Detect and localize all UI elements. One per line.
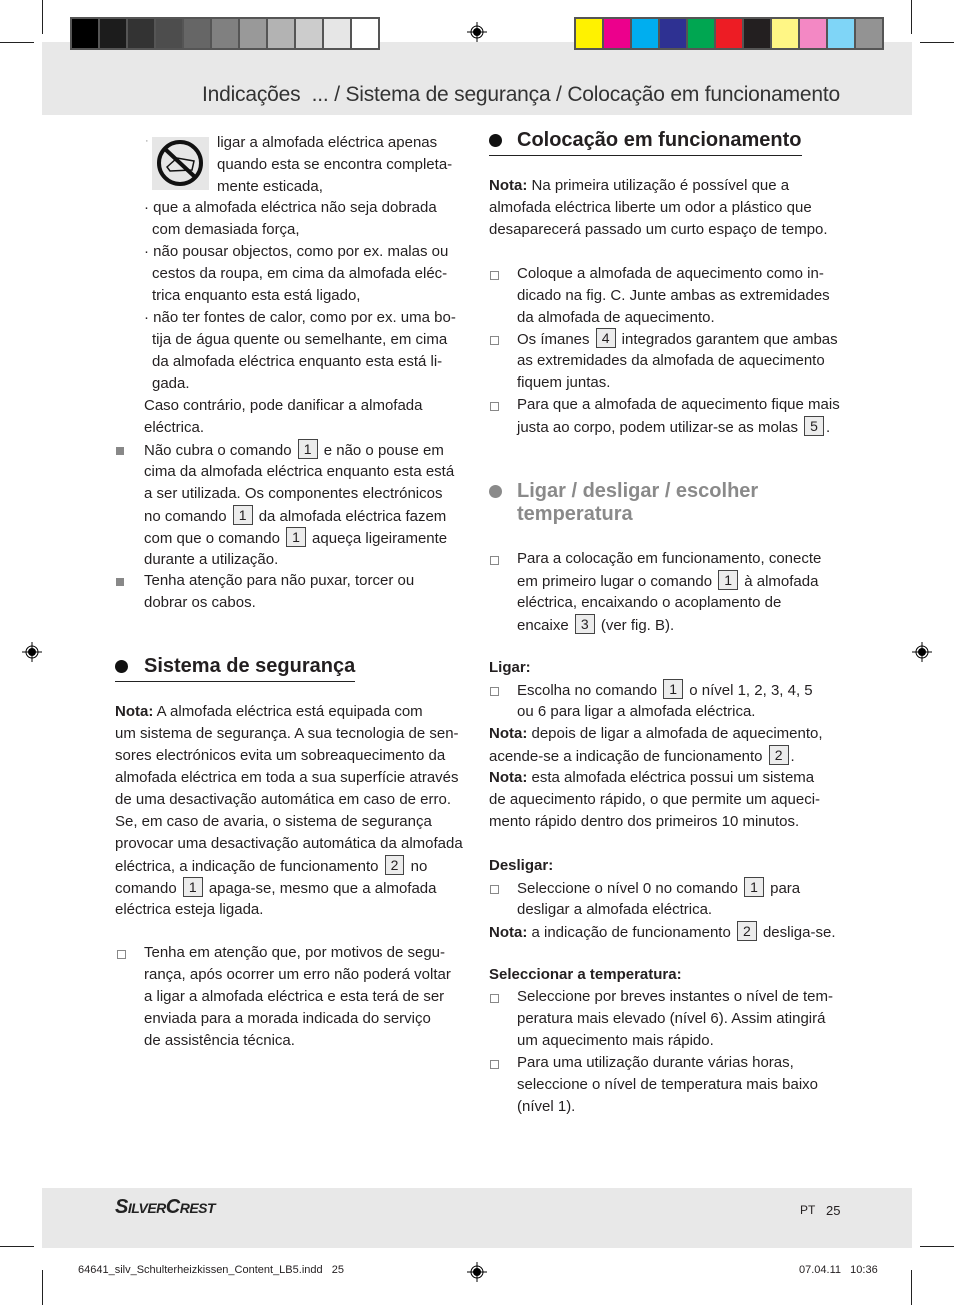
text-line: Nota: A almofada eléctrica está equipada com bbox=[115, 703, 423, 720]
color-swatch bbox=[576, 19, 602, 48]
text-line: Para que a almofada de aquecimento fique mais bbox=[517, 396, 840, 413]
checkbox-item bbox=[144, 942, 451, 1052]
color-swatch bbox=[716, 19, 742, 48]
text-line: Tenha em atenção que, por motivos de segu- bbox=[144, 944, 446, 961]
text-line: Coloque a almofada de aquecimento como in- bbox=[517, 265, 824, 282]
color-swatch bbox=[72, 19, 98, 48]
text-line: eléctrica esteja ligada. bbox=[115, 901, 264, 918]
color-swatch bbox=[604, 19, 630, 48]
text-line: Nota: depois de ligar a almofada de aquecimento, bbox=[489, 725, 823, 742]
text-line: cima da almofada eléctrica enquanto esta está bbox=[144, 463, 455, 480]
bullet-item bbox=[144, 570, 414, 614]
color-swatch bbox=[688, 19, 714, 48]
startup-note bbox=[489, 175, 828, 241]
part-number-box: 2 bbox=[385, 855, 405, 875]
color-swatch bbox=[296, 19, 322, 48]
text-line: Se, em caso de avaria, o sistema de segurança bbox=[115, 813, 432, 830]
dot-marker: · bbox=[145, 135, 149, 147]
safety-note bbox=[115, 701, 463, 921]
square-bullet-icon bbox=[116, 578, 124, 586]
language-code: PT bbox=[800, 1203, 816, 1217]
text-line: (nível 1). bbox=[517, 1098, 576, 1115]
text-line: Nota: Na primeira utilização é possível que a bbox=[489, 177, 790, 194]
text-line: quando esta se encontra completa- bbox=[217, 156, 453, 173]
no-folding-icon bbox=[152, 137, 209, 190]
text-line: comando 1 apaga-se, mesmo que a almofada bbox=[115, 879, 437, 897]
color-swatch bbox=[240, 19, 266, 48]
part-number-box: 1 bbox=[286, 527, 306, 547]
text-line: de uma desactivação automática em caso de erro. bbox=[115, 791, 452, 808]
color-swatch bbox=[772, 19, 798, 48]
text-line: Tenha atenção para não puxar, torcer ou bbox=[144, 572, 415, 589]
note-label: Nota: bbox=[489, 177, 528, 194]
text-line: Os ímanes 4 integrados garantem que ambas bbox=[517, 330, 838, 348]
text-line: mente esticada, bbox=[217, 178, 323, 195]
checkbox-bullet-icon bbox=[490, 994, 499, 1003]
checkbox-item bbox=[517, 328, 838, 394]
text-line: desaparecerá passado um curto espaço de tempo. bbox=[489, 221, 828, 238]
page-header-title: Indicações ... / Sistema de segurança / Colocação em funcionamento bbox=[202, 83, 840, 106]
text-line: um sistema de segurança. A sua tecnologia de sen- bbox=[115, 725, 459, 742]
dot-list-item bbox=[144, 241, 448, 307]
registration-mark-icon bbox=[22, 642, 42, 662]
checkbox-bullet-icon bbox=[490, 1060, 499, 1069]
print-date-time: 07.04.11 10:36 bbox=[799, 1264, 878, 1276]
color-swatch bbox=[632, 19, 658, 48]
text-line: Escolha no comando 1 o nível 1, 2, 3, 4, 5 bbox=[517, 681, 813, 699]
color-swatch bbox=[352, 19, 378, 48]
text-line: Nota: a indicação de funcionamento 2 desliga-se. bbox=[489, 923, 836, 941]
text-line: Seleccione por breves instantes o nível de tem- bbox=[517, 988, 834, 1005]
part-number-box: 1 bbox=[233, 505, 253, 525]
subheading-on: Ligar: bbox=[489, 659, 531, 676]
text-line: Para uma utilização durante várias horas, bbox=[517, 1054, 794, 1071]
checkbox-bullet-icon bbox=[490, 556, 499, 565]
text-line: durante a utilização. bbox=[144, 551, 279, 568]
note bbox=[489, 767, 820, 833]
text-line: Não cubra o comando 1 e não o pouse em bbox=[144, 441, 444, 459]
text-line: um aquecimento mais rápido. bbox=[517, 1032, 714, 1049]
section-bullet-icon bbox=[489, 485, 502, 498]
text-line: Caso contrário, pode danificar a almofada bbox=[144, 397, 423, 414]
text-line: a ligar a almofada eléctrica e esta terá de ser bbox=[144, 988, 445, 1005]
note-label: Nota: bbox=[115, 703, 154, 720]
text-line: a ser utilizada. Os componentes electrónicos bbox=[144, 485, 443, 502]
text-line: Para a colocação em funcionamento, conecte bbox=[517, 550, 822, 567]
checkbox-bullet-icon bbox=[490, 271, 499, 280]
part-number-box: 3 bbox=[575, 614, 595, 634]
text-line: acende-se a indicação de funcionamento 2 . bbox=[489, 747, 795, 765]
print-file-name: 64641_silv_Schulterheizkissen_Content_LB5.indd 25 bbox=[78, 1264, 345, 1276]
grayscale-color-bar bbox=[70, 17, 380, 50]
note bbox=[489, 723, 823, 767]
crop-mark bbox=[911, 1270, 912, 1305]
text-line: de assistência técnica. bbox=[144, 1032, 295, 1049]
part-number-box: 5 bbox=[804, 416, 824, 436]
checkbox-item bbox=[517, 877, 800, 921]
part-number-box: 1 bbox=[298, 439, 318, 459]
section-title-on-off bbox=[517, 480, 758, 526]
text-line: mento rápido dentro dos primeiros 10 minutos. bbox=[489, 813, 800, 830]
text-line: almofada eléctrica liberte um odor a plástico que bbox=[489, 199, 812, 216]
text-line: tija de água quente ou semelhante, em cima bbox=[152, 331, 448, 348]
note bbox=[489, 921, 836, 943]
checkbox-item bbox=[517, 548, 821, 636]
text-line: eléctrica. bbox=[144, 419, 205, 436]
text-line: em primeiro lugar o comando 1 à almofada bbox=[517, 572, 819, 590]
dot-list-item bbox=[144, 197, 437, 241]
text-line: justa ao corpo, podem utilizar-se as molas 5 . bbox=[517, 418, 831, 436]
note-label: Nota: bbox=[489, 769, 528, 786]
text-line: provocar uma desactivação automática da almofada bbox=[115, 835, 463, 852]
text-line: enviada para a morada indicada do serviço bbox=[144, 1010, 431, 1027]
color-swatch bbox=[660, 19, 686, 48]
text-line: da almofada de aquecimento. bbox=[517, 309, 715, 326]
section-title-startup: Colocação em funcionamento bbox=[489, 129, 802, 156]
crop-mark bbox=[0, 1246, 34, 1247]
part-number-box: 4 bbox=[596, 328, 616, 348]
part-number-box: 1 bbox=[718, 570, 738, 590]
text-line: com que o comando 1 aqueça ligeiramente bbox=[144, 529, 448, 547]
icon-warning-text bbox=[217, 132, 452, 198]
part-number-box: 1 bbox=[663, 679, 683, 699]
color-swatch bbox=[156, 19, 182, 48]
color-swatch bbox=[828, 19, 854, 48]
bullet-item bbox=[144, 439, 454, 571]
color-swatch bbox=[268, 19, 294, 48]
subheading-temperature: Seleccionar a temperatura: bbox=[489, 966, 682, 983]
color-swatch bbox=[856, 19, 882, 48]
note-label: Nota: bbox=[489, 725, 528, 742]
color-swatch bbox=[184, 19, 210, 48]
text-line: as extremidades da almofada de aquecimento bbox=[517, 352, 825, 369]
text-line: sores electrónicos evita um sobreaquecimento da bbox=[115, 747, 446, 764]
text-line: · que a almofada eléctrica não seja dobrada bbox=[144, 199, 437, 216]
square-bullet-icon bbox=[116, 447, 124, 455]
part-number-box: 2 bbox=[769, 745, 789, 765]
text-line: gada. bbox=[152, 375, 190, 392]
text-line: peratura mais elevado (nível 6). Assim atingirá bbox=[517, 1010, 826, 1027]
checkbox-bullet-icon bbox=[490, 336, 499, 345]
part-number-box: 1 bbox=[183, 877, 203, 897]
crop-mark bbox=[42, 1270, 43, 1305]
checkbox-item bbox=[517, 394, 840, 438]
text-line: ligar a almofada eléctrica apenas bbox=[217, 134, 438, 151]
checkbox-item bbox=[517, 1052, 818, 1118]
registration-mark-icon bbox=[467, 22, 487, 42]
color-swatch bbox=[324, 19, 350, 48]
text-line: Seleccione o nível 0 no comando 1 para bbox=[517, 879, 801, 897]
registration-mark-icon bbox=[912, 642, 932, 662]
part-number-box: 1 bbox=[744, 877, 764, 897]
text-line: · não ter fontes de calor, como por ex. uma bo- bbox=[144, 309, 456, 326]
registration-mark-icon bbox=[467, 1262, 487, 1282]
text-line: trica enquanto esta está ligado, bbox=[152, 287, 361, 304]
text-line: da almofada eléctrica enquanto esta está li- bbox=[152, 353, 443, 370]
crop-mark bbox=[920, 42, 954, 43]
crop-mark bbox=[920, 1246, 954, 1247]
checkbox-item bbox=[517, 679, 813, 723]
color-swatch bbox=[128, 19, 154, 48]
checkbox-bullet-icon bbox=[490, 687, 499, 696]
text-line: dobrar os cabos. bbox=[144, 594, 256, 611]
color-swatch bbox=[212, 19, 238, 48]
crop-mark bbox=[911, 0, 912, 34]
section-title-line: temperatura bbox=[517, 503, 633, 525]
text-line: eléctrica, a indicação de funcionamento 2 no bbox=[115, 857, 428, 875]
text-line: ou 6 para ligar a almofada eléctrica. bbox=[517, 703, 756, 720]
text-line: almofada eléctrica em toda a sua superfície através bbox=[115, 769, 459, 786]
page-number: 25 bbox=[826, 1203, 841, 1218]
text-line: de aquecimento rápido, o que permite um aqueci- bbox=[489, 791, 821, 808]
crop-mark bbox=[42, 0, 43, 34]
dot-list-item bbox=[144, 307, 456, 395]
text-line: com demasiada força, bbox=[152, 221, 300, 238]
text-line: seleccione o nível de temperatura mais baixo bbox=[517, 1076, 818, 1093]
checkbox-bullet-icon bbox=[117, 950, 126, 959]
color-swatch bbox=[100, 19, 126, 48]
checkbox-bullet-icon bbox=[490, 402, 499, 411]
warning-consequence-text bbox=[144, 395, 423, 439]
section-title-line: Ligar / desligar / escolher bbox=[517, 480, 759, 502]
text-line: no comando 1 da almofada eléctrica fazem bbox=[144, 507, 447, 525]
checkbox-bullet-icon bbox=[490, 885, 499, 894]
crop-mark bbox=[0, 42, 34, 43]
text-line: dicado na fig. C. Junte ambas as extremidades bbox=[517, 287, 830, 304]
part-number-box: 2 bbox=[737, 921, 757, 941]
subheading-off: Desligar: bbox=[489, 857, 554, 874]
text-line: fiquem juntas. bbox=[517, 374, 611, 391]
section-title-safety: Sistema de segurança bbox=[115, 655, 355, 682]
cmyk-color-bar bbox=[574, 17, 884, 50]
note-label: Nota: bbox=[489, 924, 528, 941]
color-swatch bbox=[800, 19, 826, 48]
checkbox-item bbox=[517, 986, 833, 1052]
text-line: Nota: esta almofada eléctrica possui um sistema bbox=[489, 769, 815, 786]
text-line: rança, após ocorrer um erro não poderá voltar bbox=[144, 966, 451, 983]
text-line: eléctrica, encaixando o acoplamento de bbox=[517, 594, 782, 611]
text-line: · não pousar objectos, como por ex. malas ou bbox=[144, 243, 449, 260]
brand-logo: SilverCrest bbox=[115, 1196, 216, 1218]
checkbox-item bbox=[517, 263, 830, 329]
text-line: cestos da roupa, em cima da almofada eléc- bbox=[152, 265, 448, 282]
text-line: encaixe 3 (ver fig. B). bbox=[517, 616, 675, 634]
color-swatch bbox=[744, 19, 770, 48]
text-line: desligar a almofada eléctrica. bbox=[517, 901, 713, 918]
